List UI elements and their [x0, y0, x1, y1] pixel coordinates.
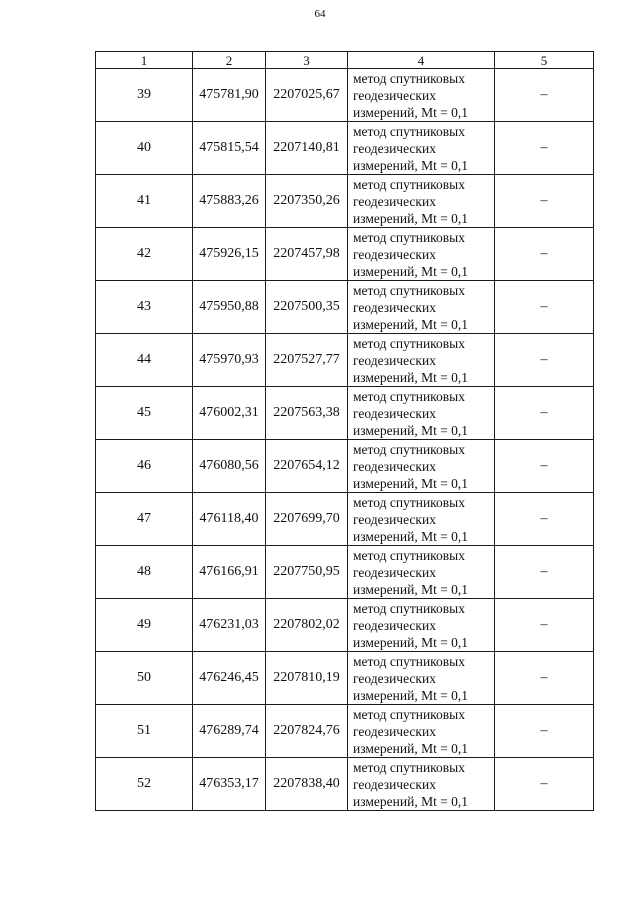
point-number: 45	[96, 387, 193, 440]
point-number: 50	[96, 652, 193, 705]
note-cell: –	[495, 599, 594, 652]
coordinate-x: 475950,88	[193, 281, 266, 334]
method-line: метод спутниковых	[353, 335, 465, 351]
method-line: метод спутниковых	[353, 759, 465, 775]
note-cell: –	[495, 69, 594, 122]
coordinate-y: 2207457,98	[266, 228, 348, 281]
coordinate-x: 475781,90	[193, 69, 266, 122]
point-number: 43	[96, 281, 193, 334]
coordinate-x: 476246,45	[193, 652, 266, 705]
method-line: метод спутниковых	[353, 176, 465, 192]
method-line: измерений, Mt = 0,1	[353, 581, 469, 597]
method-line: геодезических	[353, 617, 436, 633]
coordinate-x: 475883,26	[193, 175, 266, 228]
header-col-2: 2	[193, 52, 266, 69]
method-line: геодезических	[353, 776, 436, 792]
note-cell: –	[495, 387, 594, 440]
method-line: метод спутниковых	[353, 388, 465, 404]
point-number: 42	[96, 228, 193, 281]
coordinate-y: 2207699,70	[266, 493, 348, 546]
coordinate-y: 2207750,95	[266, 546, 348, 599]
coordinate-y: 2207810,19	[266, 652, 348, 705]
header-col-5: 5	[495, 52, 594, 69]
method-description	[348, 758, 495, 811]
coordinate-x: 476166,91	[193, 546, 266, 599]
point-number: 39	[96, 69, 193, 122]
coordinate-x: 475970,93	[193, 334, 266, 387]
coordinate-x: 476080,56	[193, 440, 266, 493]
method-description	[348, 69, 495, 122]
method-line: геодезических	[353, 511, 436, 527]
coordinate-y: 2207563,38	[266, 387, 348, 440]
method-line: метод спутниковых	[353, 70, 465, 86]
note-cell: –	[495, 493, 594, 546]
note-cell: –	[495, 440, 594, 493]
method-description	[348, 175, 495, 228]
table-row	[96, 281, 594, 334]
table-row	[96, 122, 594, 175]
method-line: метод спутниковых	[353, 706, 465, 722]
method-line: метод спутниковых	[353, 653, 465, 669]
method-line: геодезических	[353, 564, 436, 580]
method-line: геодезических	[353, 352, 436, 368]
method-line: геодезических	[353, 670, 436, 686]
method-line: измерений, Mt = 0,1	[353, 369, 469, 385]
method-line: измерений, Mt = 0,1	[353, 528, 469, 544]
method-line: метод спутниковых	[353, 441, 465, 457]
table-row	[96, 387, 594, 440]
method-line: метод спутниковых	[353, 229, 465, 245]
note-cell: –	[495, 758, 594, 811]
coordinate-x: 476231,03	[193, 599, 266, 652]
note-cell: –	[495, 546, 594, 599]
table-row	[96, 758, 594, 811]
table-header	[96, 52, 594, 69]
coordinate-y: 2207527,77	[266, 334, 348, 387]
method-description	[348, 122, 495, 175]
method-line: измерений, Mt = 0,1	[353, 475, 469, 491]
method-line: геодезических	[353, 193, 436, 209]
note-cell: –	[495, 281, 594, 334]
point-number: 49	[96, 599, 193, 652]
coordinate-y: 2207350,26	[266, 175, 348, 228]
note-cell: –	[495, 652, 594, 705]
coordinate-y: 2207824,76	[266, 705, 348, 758]
coordinate-y: 2207140,81	[266, 122, 348, 175]
method-line: измерений, Mt = 0,1	[353, 793, 469, 809]
method-line: измерений, Mt = 0,1	[353, 157, 469, 173]
point-number: 46	[96, 440, 193, 493]
method-description	[348, 493, 495, 546]
coordinate-x: 475815,54	[193, 122, 266, 175]
coordinate-x: 476002,31	[193, 387, 266, 440]
method-description	[348, 652, 495, 705]
method-line: геодезических	[353, 246, 436, 262]
method-description	[348, 440, 495, 493]
coordinate-x: 476118,40	[193, 493, 266, 546]
header-col-4: 4	[348, 52, 495, 69]
method-line: метод спутниковых	[353, 494, 465, 510]
table-body	[96, 69, 594, 811]
method-line: геодезических	[353, 87, 436, 103]
table-row	[96, 175, 594, 228]
method-line: измерений, Mt = 0,1	[353, 316, 469, 332]
method-line: измерений, Mt = 0,1	[353, 104, 469, 120]
method-line: геодезических	[353, 723, 436, 739]
method-line: измерений, Mt = 0,1	[353, 210, 469, 226]
point-number: 52	[96, 758, 193, 811]
method-line: геодезических	[353, 458, 436, 474]
method-description	[348, 334, 495, 387]
coordinate-y: 2207654,12	[266, 440, 348, 493]
coordinate-y: 2207802,02	[266, 599, 348, 652]
note-cell: –	[495, 334, 594, 387]
coordinate-y: 2207025,67	[266, 69, 348, 122]
note-cell: –	[495, 705, 594, 758]
method-line: геодезических	[353, 299, 436, 315]
table-row	[96, 334, 594, 387]
header-row	[96, 52, 594, 69]
method-line: метод спутниковых	[353, 123, 465, 139]
coordinate-y: 2207500,35	[266, 281, 348, 334]
note-cell: –	[495, 228, 594, 281]
table-row	[96, 440, 594, 493]
point-number: 48	[96, 546, 193, 599]
method-description	[348, 387, 495, 440]
method-line: метод спутниковых	[353, 282, 465, 298]
header-col-3: 3	[266, 52, 348, 69]
method-description	[348, 599, 495, 652]
table-row	[96, 546, 594, 599]
coordinate-x: 476353,17	[193, 758, 266, 811]
method-line: измерений, Mt = 0,1	[353, 634, 469, 650]
point-number: 40	[96, 122, 193, 175]
point-number: 51	[96, 705, 193, 758]
point-number: 41	[96, 175, 193, 228]
method-line: измерений, Mt = 0,1	[353, 687, 469, 703]
coordinates-table	[95, 51, 594, 811]
method-description	[348, 546, 495, 599]
table-row	[96, 228, 594, 281]
table-row	[96, 652, 594, 705]
method-line: метод спутниковых	[353, 600, 465, 616]
coordinate-y: 2207838,40	[266, 758, 348, 811]
table-row	[96, 493, 594, 546]
table-row	[96, 599, 594, 652]
coordinate-x: 475926,15	[193, 228, 266, 281]
note-cell: –	[495, 122, 594, 175]
table-row	[96, 69, 594, 122]
method-line: геодезических	[353, 140, 436, 156]
table-row	[96, 705, 594, 758]
method-line: геодезических	[353, 405, 436, 421]
method-description	[348, 228, 495, 281]
method-description	[348, 705, 495, 758]
method-description	[348, 281, 495, 334]
point-number: 47	[96, 493, 193, 546]
page-number: 64	[314, 8, 326, 20]
point-number: 44	[96, 334, 193, 387]
method-line: измерений, Mt = 0,1	[353, 740, 469, 756]
method-line: измерений, Mt = 0,1	[353, 263, 469, 279]
note-cell: –	[495, 175, 594, 228]
method-line: метод спутниковых	[353, 547, 465, 563]
header-col-1: 1	[96, 52, 193, 69]
coordinate-x: 476289,74	[193, 705, 266, 758]
method-line: измерений, Mt = 0,1	[353, 422, 469, 438]
